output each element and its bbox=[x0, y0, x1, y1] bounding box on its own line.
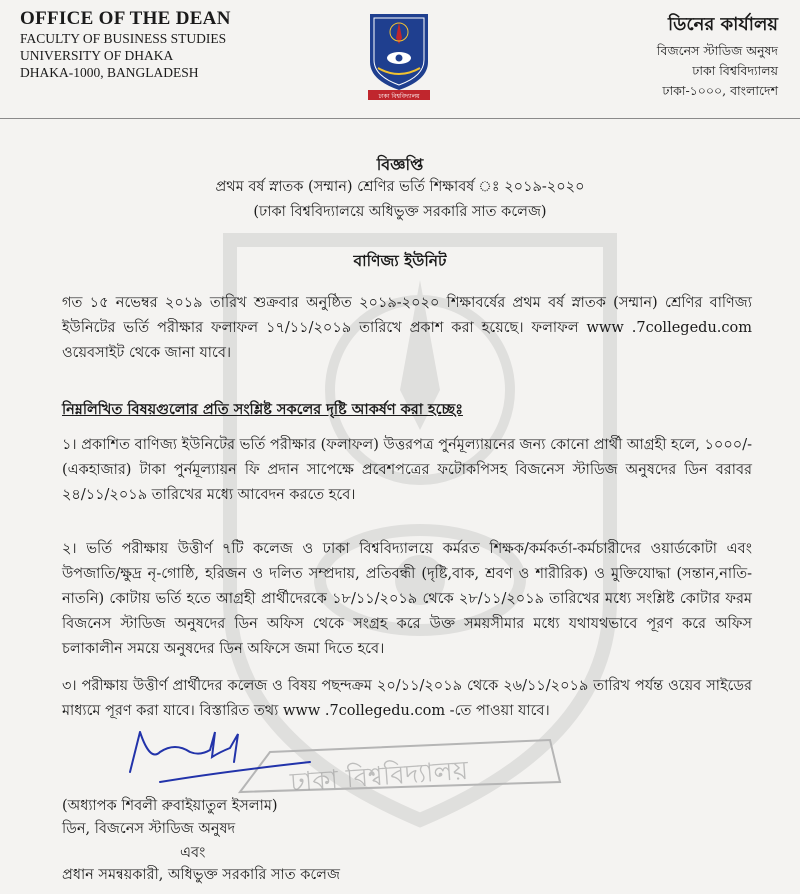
unit-heading: বাণিজ্য ইউনিট bbox=[353, 251, 447, 270]
point-2: ২। ভর্তি পরীক্ষায় উত্তীর্ণ ৭টি কলেজ ও ঢাকা বিশ্ববিদ্যালয়ে কর্মরত শিক্ষক/কর্মকর্তা-কর্মচারীদের ওয়ার্ডকোটা এবং উপজাতি/ক্ষুদ্র নৃ-গোষ্ঠি, হরিজন ও দলিত সম্প্রদায়, প্রতিবন্ধী (দৃষ্টি,বাক, শ্রবণ ও শারীরিক) ও মুক্তিযোদ্ধা (সন্তান,নাতি-নাতনি) কোটায় ভর্তি হতে আগ্রহী প্রার্থীদেরকে ১৮/১১/২০১৯ থেকে ২৮/১১/২০১৯ তারিখের মধ্যে সংশ্লিষ্ট কোটার ফরম বিজনেস স্টাডিজ অনুষদের ডিন অফিস থেকে সংগ্রহ করে উক্ত সময়সীমার মধ্যে যথাযথভাবে পূরণ করে অফিস চলাকালীন সময়ে অনুষদের ডিন অফিসে জমা দিতে হবে। bbox=[62, 541, 752, 657]
letterhead-line: বিজনেস স্টাডিজ অনুষদ bbox=[656, 43, 778, 58]
letterhead-english bbox=[20, 8, 231, 81]
notice-subtitle-colleges: (ঢাকা বিশ্ববিদ্যালয়ে অধিভুক্ত সরকারি সাত কলেজ) bbox=[253, 204, 547, 220]
office-title: OFFICE OF THE DEAN bbox=[20, 8, 231, 29]
stamp-text: ঢাকা বিশ্ববিদ্যালয় bbox=[289, 755, 470, 799]
letterhead-line: UNIVERSITY OF DHAKA bbox=[20, 48, 174, 63]
signatory-role-coordinator: প্রধান সমন্বয়কারী, অধিভুক্ত সরকারি সাত কলেজ bbox=[62, 867, 340, 883]
signatory-role: ডিন, বিজনেস স্টাডিজ অনুষদ bbox=[62, 821, 236, 837]
notice-subtitle: প্রথম বর্ষ স্নাতক (সম্মান) শ্রেণির ভর্তি শিক্ষাবর্ষ ঃ ২০১৯-২০২০ bbox=[215, 179, 585, 195]
attention-heading: নিম্নলিখিত বিষয়গুলোর প্রতি সংশ্লিষ্ট সকলের দৃষ্টি আকর্ষণ করা হচ্ছেঃ bbox=[62, 401, 463, 418]
letterhead-line: ঢাকা-১০০০, বাংলাদেশ bbox=[662, 83, 778, 98]
letterhead-bangla bbox=[657, 10, 778, 101]
point-1: ১। প্রকাশিত বাণিজ্য ইউনিটের ভর্তি পরীক্ষার (ফলাফল) উত্তরপত্র পুর্নমূল্যায়নের জন্য কোনো প্রার্থী আগ্রহী হলে, ১০০০/-(একহাজার) টাকা পুর্নমূল্যায়ন ফি প্রদান সাপেক্ষে প্রবেশপত্রের ফটোকপিসহ বিজনেস স্টাডিজ অনুষদের ডিন বরাবর ২৪/১১/২০১৯ তারিখের মধ্যে আবেদন করতে হবে। bbox=[62, 437, 752, 503]
letterhead-line: DHAKA-1000, BANGLADESH bbox=[20, 65, 199, 80]
office-title-bangla: ডিনের কার্যালয় bbox=[668, 14, 778, 35]
intro-paragraph: গত ১৫ নভেম্বর ২০১৯ তারিখ শুক্রবার অনুষ্ঠিত ২০১৯-২০২০ শিক্ষাবর্ষের প্রথম বর্ষ স্নাতক (সম্মান) শ্রেণির বাণিজ্য ইউনিটের ভর্তি পরীক্ষার ফলাফল ১৭/১১/২০১৯ তারিখে প্রকাশ করা হয়েছে। ফলাফল www .7collegedu.com ওয়েবসাইট থেকে জানা যাবে। bbox=[62, 295, 752, 361]
letterhead-line: ঢাকা বিশ্ববিদ্যালয় bbox=[692, 63, 778, 78]
letterhead-divider bbox=[0, 118, 800, 119]
logo-caption: ঢাকা বিশ্ববিদ্যালয় bbox=[378, 93, 420, 100]
handwritten-signature bbox=[120, 722, 320, 792]
university-logo bbox=[364, 10, 434, 102]
notice-title: বিজ্ঞপ্তি bbox=[376, 155, 424, 174]
point-3: ৩। পরীক্ষায় উত্তীর্ণ প্রার্থীদের কলেজ ও বিষয় পছন্দক্রম ২০/১১/২০১৯ থেকে ২৬/১১/২০১৯ তারিখ পর্যন্ত ওয়েব সাইডের মাধ্যমে পূরণ করা যাবে। বিস্তারিত তথ্য www .7collegedu.com -তে পাওয়া যাবে। bbox=[62, 678, 752, 719]
letterhead-line: FACULTY OF BUSINESS STUDIES bbox=[20, 31, 227, 46]
signatory-and: এবং bbox=[180, 845, 206, 861]
signatory-name: (অধ্যাপক শিবলী রুবাইয়াতুল ইসলাম) bbox=[62, 798, 278, 814]
